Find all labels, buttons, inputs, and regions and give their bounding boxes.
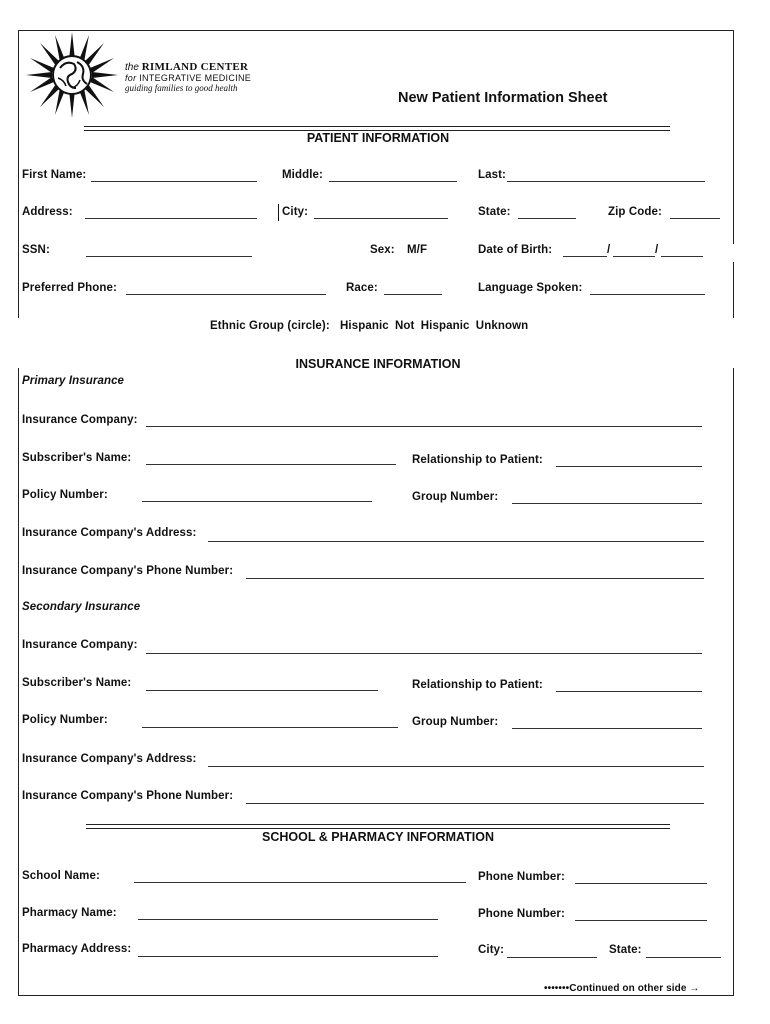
insurance-address-field[interactable] — [208, 541, 704, 542]
patient-section-heading: PATIENT INFORMATION — [306, 131, 450, 145]
dob-separator: / — [607, 244, 611, 256]
page-title: New Patient Information Sheet — [398, 90, 608, 106]
pharmacy-phone-field[interactable] — [575, 920, 707, 921]
dob-label: Date of Birth: — [478, 244, 553, 256]
race-label: Race: — [346, 282, 378, 294]
secondary-insurance-phone-field[interactable] — [246, 803, 704, 804]
logo-integrative: INTEGRATIVE MEDICINE — [139, 73, 252, 83]
logo-name: RIMLAND CENTER — [141, 61, 249, 73]
pharmacy-city-field[interactable] — [507, 957, 597, 958]
sex-label: Sex: — [370, 244, 395, 256]
insurance-address-label: Insurance Company's Address: — [22, 753, 197, 765]
state-label: State: — [478, 206, 511, 218]
pharmacy-name-field[interactable] — [138, 919, 438, 920]
subscriber-name-label: Subscriber's Name: — [22, 452, 132, 464]
insurance-company-field[interactable] — [146, 426, 702, 427]
logo-tagline: guiding families to good health — [125, 83, 238, 93]
school-phone-field[interactable] — [575, 883, 707, 884]
school-pharmacy-section-heading: SCHOOL & PHARMACY INFORMATION — [262, 830, 494, 844]
address-field[interactable] — [85, 218, 257, 219]
zip-code-field[interactable] — [670, 218, 720, 219]
group-number-field[interactable] — [512, 503, 702, 504]
last-name-label: Last: — [478, 169, 506, 181]
first-name-field[interactable] — [91, 181, 257, 182]
insurance-company-label: Insurance Company: — [22, 639, 138, 651]
dob-separator: / — [655, 244, 659, 256]
group-number-label: Group Number: — [412, 491, 499, 503]
logo-for: for — [125, 73, 137, 83]
policy-number-label: Policy Number: — [22, 489, 108, 501]
insurance-address-label: Insurance Company's Address: — [22, 527, 197, 539]
insurance-section-heading: INSURANCE INFORMATION — [295, 357, 461, 371]
school-name-label: School Name: — [22, 870, 100, 882]
secondary-insurance-company-field[interactable] — [146, 653, 702, 654]
group-number-label: Group Number: — [412, 716, 499, 728]
secondary-policy-number-field[interactable] — [142, 727, 398, 728]
school-phone-label: Phone Number: — [478, 871, 565, 883]
pharmacy-state-field[interactable] — [646, 957, 721, 958]
race-field[interactable] — [384, 294, 442, 295]
secondary-insurance-address-field[interactable] — [208, 766, 704, 767]
ethnic-group-label: Ethnic Group (circle): — [210, 320, 330, 332]
text-cursor — [278, 204, 279, 221]
city-label: City: — [282, 206, 309, 218]
insurance-phone-field[interactable] — [246, 578, 704, 579]
continued-note: •••••••Continued on other side → — [544, 983, 700, 994]
insurance-company-label: Insurance Company: — [22, 414, 138, 426]
state-field[interactable] — [518, 218, 576, 219]
ssn-field[interactable] — [86, 256, 252, 257]
city-field[interactable] — [314, 218, 448, 219]
middle-name-field[interactable] — [329, 181, 457, 182]
language-field[interactable] — [590, 294, 705, 295]
secondary-subscriber-name-field[interactable] — [146, 690, 378, 691]
pharmacy-phone-label: Phone Number: — [478, 908, 565, 920]
dob-day-field[interactable] — [613, 256, 655, 257]
section-divider — [86, 824, 670, 829]
primary-insurance-heading: Primary Insurance — [22, 375, 125, 387]
logo-the: the — [125, 62, 139, 73]
relationship-label: Relationship to Patient: — [412, 679, 543, 691]
pharmacy-state-label: State: — [609, 944, 642, 956]
border-gap — [16, 318, 20, 368]
relationship-label: Relationship to Patient: — [412, 454, 543, 466]
insurance-phone-label: Insurance Company's Phone Number: — [22, 790, 234, 802]
first-name-label: First Name: — [22, 169, 87, 181]
policy-number-field[interactable] — [142, 501, 372, 502]
language-label: Language Spoken: — [478, 282, 583, 294]
subscriber-name-field[interactable] — [146, 464, 396, 465]
dob-month-field[interactable] — [563, 256, 607, 257]
pharmacy-address-label: Pharmacy Address: — [22, 943, 132, 955]
ethnic-group-options[interactable]: Hispanic Not Hispanic Unknown — [340, 320, 529, 332]
school-name-field[interactable] — [134, 882, 466, 883]
middle-label: Middle: — [282, 169, 323, 181]
sex-options[interactable]: M/F — [407, 244, 428, 256]
relationship-field[interactable] — [556, 466, 702, 467]
secondary-group-number-field[interactable] — [512, 728, 702, 729]
preferred-phone-field[interactable] — [126, 294, 326, 295]
sun-globe-logo-icon — [22, 30, 122, 120]
insurance-phone-label: Insurance Company's Phone Number: — [22, 565, 234, 577]
pharmacy-city-label: City: — [478, 944, 505, 956]
secondary-insurance-heading: Secondary Insurance — [22, 601, 141, 613]
ssn-label: SSN: — [22, 244, 50, 256]
dob-year-field[interactable] — [661, 256, 703, 257]
border-gap — [732, 244, 736, 262]
secondary-relationship-field[interactable] — [556, 691, 702, 692]
policy-number-label: Policy Number: — [22, 714, 108, 726]
address-label: Address: — [22, 206, 73, 218]
form-border — [18, 30, 734, 996]
pharmacy-address-field[interactable] — [138, 956, 438, 957]
logo-text — [125, 62, 251, 93]
subscriber-name-label: Subscriber's Name: — [22, 677, 132, 689]
zip-code-label: Zip Code: — [608, 206, 662, 218]
pharmacy-name-label: Pharmacy Name: — [22, 907, 117, 919]
last-name-field[interactable] — [507, 181, 705, 182]
border-gap — [732, 318, 736, 368]
preferred-phone-label: Preferred Phone: — [22, 282, 117, 294]
